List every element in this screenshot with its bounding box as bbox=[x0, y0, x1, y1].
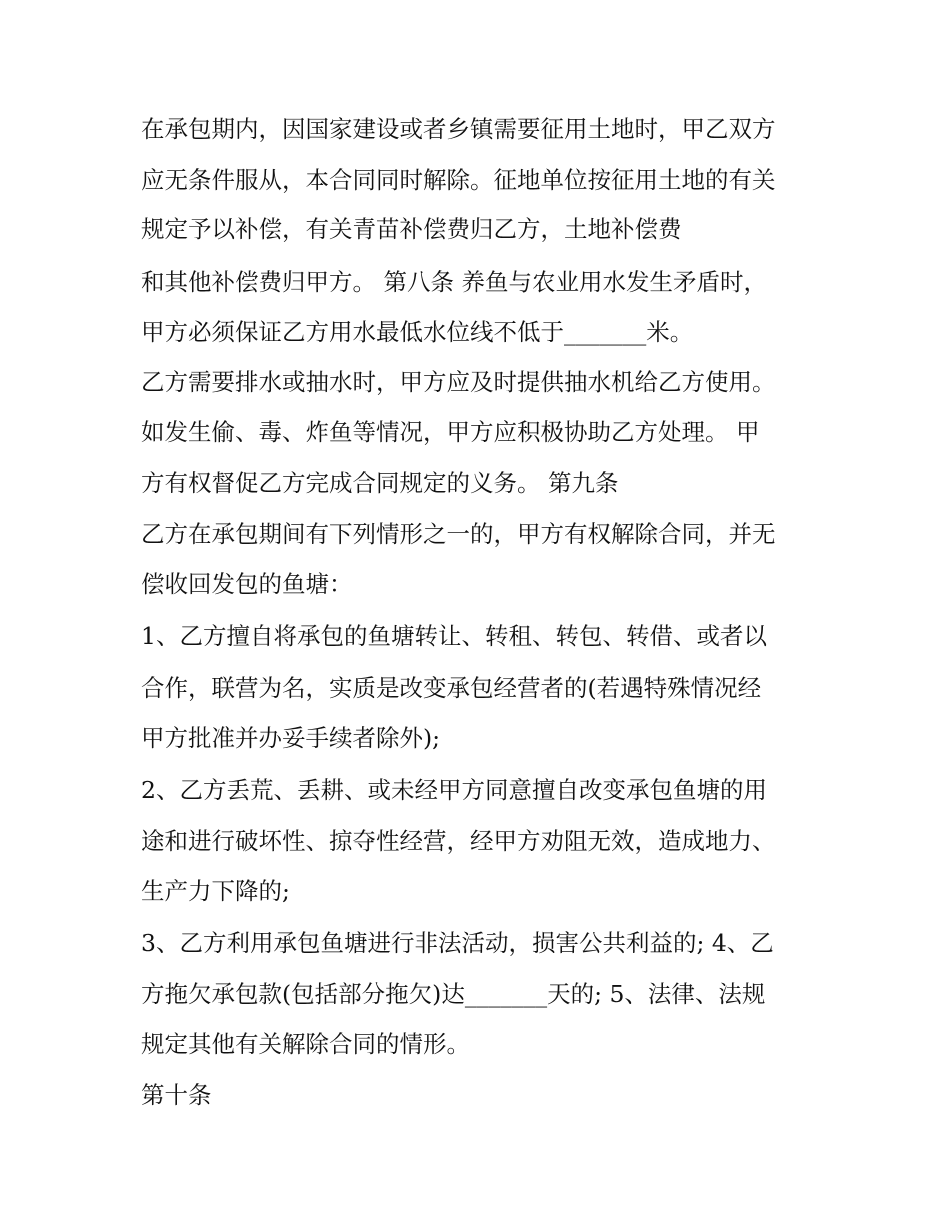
text-line: 方有权督促乙方完成合同规定的义务。 第九条 bbox=[141, 469, 619, 497]
text-line: 乙方需要排水或抽水时，甲方应及时提供抽水机给乙方使用。 bbox=[141, 368, 776, 396]
text-line: 和其他补偿费归甲方。 第八条 养鱼与农业用水发生矛盾时， bbox=[141, 268, 767, 296]
text-line: 3、乙方利用承包鱼塘进行非法活动，损害公共利益的; 4、乙 bbox=[141, 929, 774, 957]
text-line: 规定予以补偿，有关青苗补偿费归乙方，土地补偿费 bbox=[141, 215, 682, 243]
text-line: 甲方批准并办妥手续者除外); bbox=[141, 724, 441, 752]
text-line: 方拖欠承包款(包括部分拖欠)达_______天的; 5、法律、法规 bbox=[141, 980, 766, 1008]
text-line: 1、乙方擅自将承包的鱼塘转让、转租、转包、转借、或者以 bbox=[141, 622, 767, 650]
text-line: 甲方必须保证乙方用水最低水位线不低于_______米。 bbox=[141, 318, 694, 346]
text-line: 如发生偷、毒、炸鱼等情况，甲方应积极协助乙方处理。 甲 bbox=[141, 418, 760, 446]
text-line: 2、乙方丢荒、丢耕、或未经甲方同意擅自改变承包鱼塘的用 bbox=[141, 776, 767, 804]
text-line: 生产力下降的; bbox=[141, 877, 290, 905]
text-line: 途和进行破坏性、掠夺性经营，经甲方劝阻无效，造成地力、 bbox=[141, 827, 776, 855]
text-line: 乙方在承包期间有下列情形之一的，甲方有权解除合同，并无 bbox=[141, 520, 776, 548]
text-line: 合作，联营为名，实质是改变承包经营者的(若遇特殊情况经 bbox=[141, 674, 762, 702]
text-line: 偿收回发包的鱼塘： bbox=[141, 570, 353, 598]
text-line: 规定其他有关解除合同的情形。 bbox=[141, 1030, 470, 1058]
text-line: 第十条 bbox=[141, 1081, 212, 1109]
text-line: 应无条件服从，本合同同时解除。征地单位按征用土地的有关 bbox=[141, 166, 776, 194]
text-line: 在承包期内，因国家建设或者乡镇需要征用土地时，甲乙双方 bbox=[141, 115, 776, 143]
